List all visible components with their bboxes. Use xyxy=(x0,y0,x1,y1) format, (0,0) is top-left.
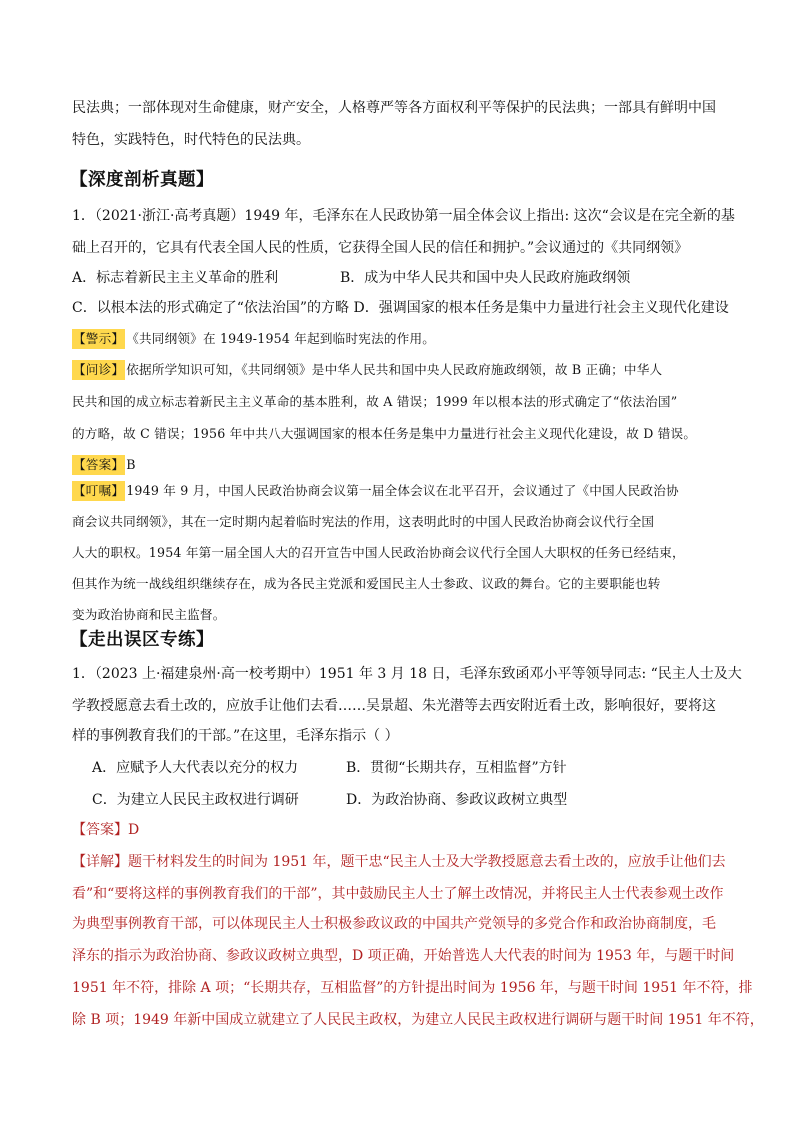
detail-text: 泽东的指示为政治协商、参政议政树立典型，D 项正确，开始普选人大代表的时间为 1953 年，与题干时间 xyxy=(72,948,735,964)
detail-tag: 【详解】 xyxy=(72,854,128,870)
warning-row xyxy=(72,329,734,349)
option-b: B．贯彻“长期共存，互相监督”方针 xyxy=(346,760,567,776)
reminder-row xyxy=(72,481,734,501)
option-cd: C．以根本法的形式确定了“依法治国”的方略 D．强调国家的根本任务是集中力量进行社会主义现代化建设 xyxy=(72,300,729,316)
reminder-text: 人大的职权。1954 年第一届全国人大的召开宣告中国人民政治协商会议代行全国人大职权的任务已经结束， xyxy=(72,545,685,560)
question-stem: 学教授愿意去看土改的，应放手让他们去看……吴景超、朱光潜等去西安附近看土改，影响很好，要将这 xyxy=(72,698,716,714)
detail-text: 看”和“要将这样的事例教育我们的干部”，其中鼓励民主人士了解土改情况，并将民主人士代表参观土改作 xyxy=(72,886,724,902)
intro-line: 特色，实践特色，时代特色的民法典。 xyxy=(72,132,310,148)
warning-tag: 【警示】 xyxy=(72,329,125,349)
option-row xyxy=(72,268,734,288)
diagnosis-text: 的方略，故 C 错误；1956 年中共八大强调国家的根本任务是集中力量进行社会主义现代化建设，故 D 错误。 xyxy=(72,426,697,441)
detail-text: 为典型事例教育干部，可以体现民主人士积极参政议政的中国共产党领导的多党合作和政治协商制度，毛 xyxy=(72,916,716,932)
option-row xyxy=(92,790,734,810)
diagnosis-text: 民共和国的成立标志着新民主主义革命的基本胜利，故 A 错误；1999 年以根本法的形式确定了“依法治国” xyxy=(72,394,678,409)
option-d: D．为政治协商、参政议政树立典型 xyxy=(346,792,568,808)
question-stem: 样的事例教育我们的干部。”在这里，毛泽东指示（ ） xyxy=(72,728,399,744)
answer-row xyxy=(72,820,734,840)
section-heading: 【走出误区专练】 xyxy=(70,630,214,650)
reminder-text: 1949 年 9 月，中国人民政治协商会议第一届全体会议在北平召开，会议通过了《中国人民政治协 xyxy=(126,483,679,498)
answer-row xyxy=(72,455,734,475)
reminder-text: 变为政治协商和民主监督。 xyxy=(72,607,226,622)
option-a: A．应赋予人大代表以充分的权力 xyxy=(92,760,299,776)
answer-tag: 【答案】 xyxy=(72,455,125,475)
detail-text: 1951 年不符，排除 A 项；“长期共存，互相监督”的方针提出时间为 1956 年，与题干时间 1951 年不符，排 xyxy=(72,980,753,996)
question-stem: 础上召开的，它具有代表全国人民的性质，它获得全国人民的信任和拥护。”会议通过的《共同纲领》 xyxy=(72,240,689,256)
detail-text: 除 B 项；1949 年新中国成立就建立了人民民主政权，为建立人民民主政权进行调研与题干时间 1951 年不符， xyxy=(72,1012,764,1028)
answer-value: B xyxy=(126,457,136,472)
diagnosis-tag: 【问诊】 xyxy=(72,360,125,380)
question-stem: 1．（2023 上·福建泉州·高一校考期中）1951 年 3 月 18 日，毛泽东致函邓小平等领导同志: “民主人士及大 xyxy=(72,666,742,682)
option-b: B．成为中华人民共和国中央人民政府施政纲领 xyxy=(340,270,631,286)
reminder-text: 商会议共同纲领》，其在一定时期内起着临时宪法的作用，这表明此时的中国人民政治协商会议代行全国 xyxy=(72,514,655,529)
diagnosis-row xyxy=(72,360,734,380)
option-row xyxy=(92,758,734,778)
answer-tag: 【答案】 xyxy=(72,822,128,838)
detail-text: 题干材料发生的时间为 1951 年，题干忠“民主人士及大学教授愿意去看土改的，应放手让他们去 xyxy=(128,854,726,870)
diagnosis-text: 依据所学知识可知，《共同纲领》是中华人民共和国中央人民政府施政纲领，故 B 正确；中华人 xyxy=(126,362,663,377)
section-heading: 【深度剖析真题】 xyxy=(70,170,214,190)
answer-value: D xyxy=(128,822,140,838)
option-a: A．标志着新民主主义革命的胜利 xyxy=(72,270,279,286)
reminder-tag: 【叮嘱】 xyxy=(72,481,125,501)
option-c: C．为建立人民民主政权进行调研 xyxy=(92,792,299,808)
reminder-text: 但其作为统一战线组织继续存在，成为各民主党派和爱国民主人士参政、议政的舞台。它的主要职能也转 xyxy=(72,576,661,591)
detail-row xyxy=(72,852,734,872)
warning-text: 《共同纲领》在 1949-1954 年起到临时宪法的作用。 xyxy=(126,331,436,346)
question-stem: 1．（2021·浙江·高考真题）1949 年，毛泽东在人民政协第一届全体会议上指出: 这次“会议是在完全新的基 xyxy=(72,208,735,224)
intro-line: 民法典；一部体现对生命健康，财产安全，人格尊严等各方面权利平等保护的民法典；一部具有鲜明中国 xyxy=(72,100,716,116)
